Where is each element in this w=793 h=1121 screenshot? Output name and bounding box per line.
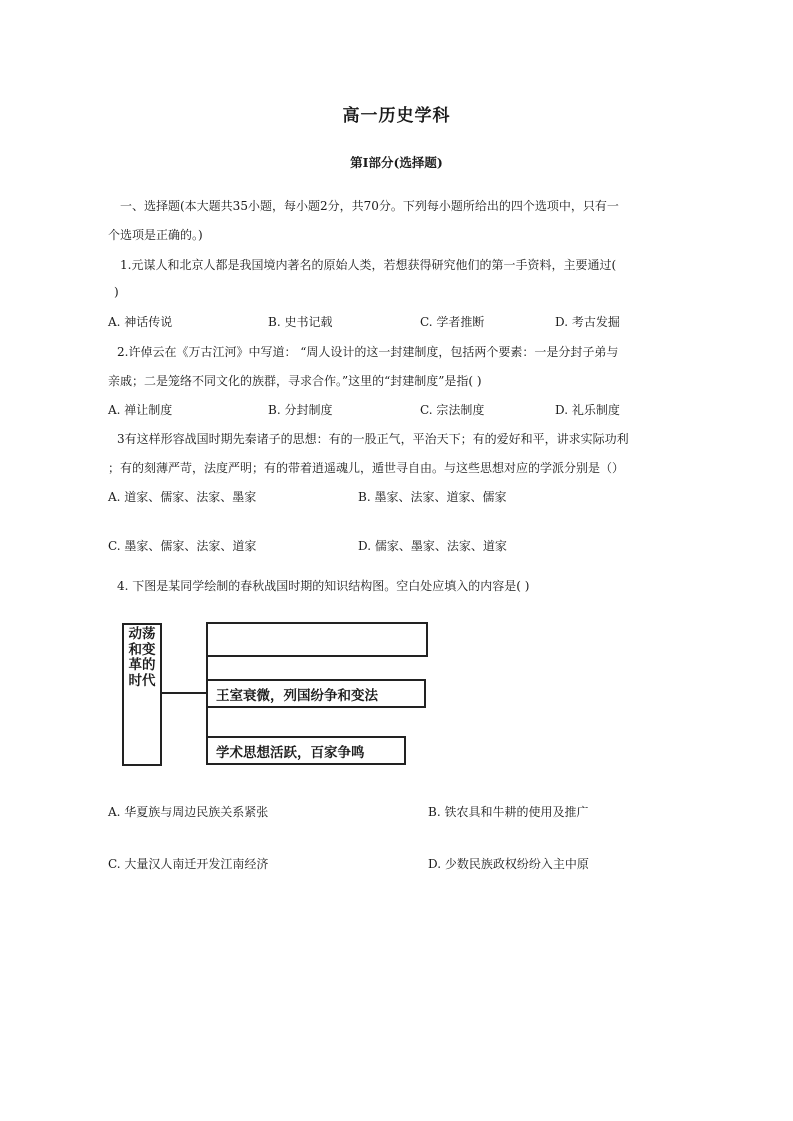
diagram-box-3	[206, 736, 406, 765]
q2-option-b: B. 分封制度	[268, 403, 333, 417]
q4-option-b: B. 铁农具和牛耕的使用及推广	[428, 805, 589, 819]
q1-option-d: D. 考古发掘	[555, 315, 620, 329]
diagram-left-box	[122, 623, 162, 766]
q3-option-c: C. 墨家、儒家、法家、道家	[108, 539, 257, 553]
instructions-line-1: 一、选择题(本大题共35小题，每小题2分，共70分。下列每小题所给出的四个选项中，只有一	[120, 199, 619, 213]
q2-stem-line-1: 2.许倬云在《万古江河》中写道： “周人设计的这一封建制度，包括两个要素：一是分封子弟与	[117, 345, 619, 359]
q1-option-c: C. 学者推断	[420, 315, 485, 329]
q1-stem-line-1: 1.元谋人和北京人都是我国境内著名的原始人类，若想获得研究他们的第一手资料，主要通过(	[120, 258, 617, 272]
knowledge-structure-diagram	[120, 620, 440, 770]
q3-option-d: D. 儒家、墨家、法家、道家	[358, 539, 507, 553]
q4-option-c: C. 大量汉人南迁开发江南经济	[108, 857, 269, 871]
diagram-blank-box	[206, 622, 428, 657]
q2-option-a: A. 禅让制度	[108, 403, 173, 417]
q2-stem-line-2: 亲戚；二是笼络不同文化的族群，寻求合作。”这里的“封建制度”是指( )	[108, 374, 482, 388]
diagram-connector	[162, 692, 208, 694]
q3-stem-line-1: 3有这样形容战国时期先秦诸子的思想：有的一股正气，平治天下；有的爱好和平，讲求实际功利	[117, 432, 629, 446]
q1-stem-line-2: )	[114, 285, 119, 299]
q3-option-a: A. 道家、儒家、法家、墨家	[108, 490, 257, 504]
page-title: 高一历史学科	[342, 106, 451, 126]
q1-option-b: B. 史书记载	[268, 315, 333, 329]
q4-option-d: D. 少数民族政权纷纷入主中原	[428, 857, 589, 871]
instructions-line-2: 个选项是正确的。)	[108, 228, 203, 242]
diagram-box-2-label: 王室衰微，列国纷争和变法	[216, 687, 378, 704]
diagram-left-label: 动荡和变革的时代	[128, 626, 156, 689]
section-title: 第Ⅰ部分(选择题)	[350, 155, 443, 170]
q4-stem: 4. 下图是某同学绘制的春秋战国时期的知识结构图。空白处应填入的内容是( )	[117, 579, 530, 593]
q2-option-c: C. 宗法制度	[420, 403, 485, 417]
diagram-box-3-label: 学术思想活跃，百家争鸣	[216, 744, 365, 761]
diagram-box-2	[206, 679, 426, 708]
q1-option-a: A. 神话传说	[108, 315, 173, 329]
q3-stem-line-2: ；有的刻薄严苛，法度严明；有的带着逍遥魂儿，遁世寻自由。与这些思想对应的学派分别是（）	[108, 461, 625, 475]
q2-option-d: D. 礼乐制度	[555, 403, 620, 417]
q3-option-b: B. 墨家、法家、道家、儒家	[358, 490, 507, 504]
q4-option-a: A. 华夏族与周边民族关系紧张	[108, 805, 269, 819]
